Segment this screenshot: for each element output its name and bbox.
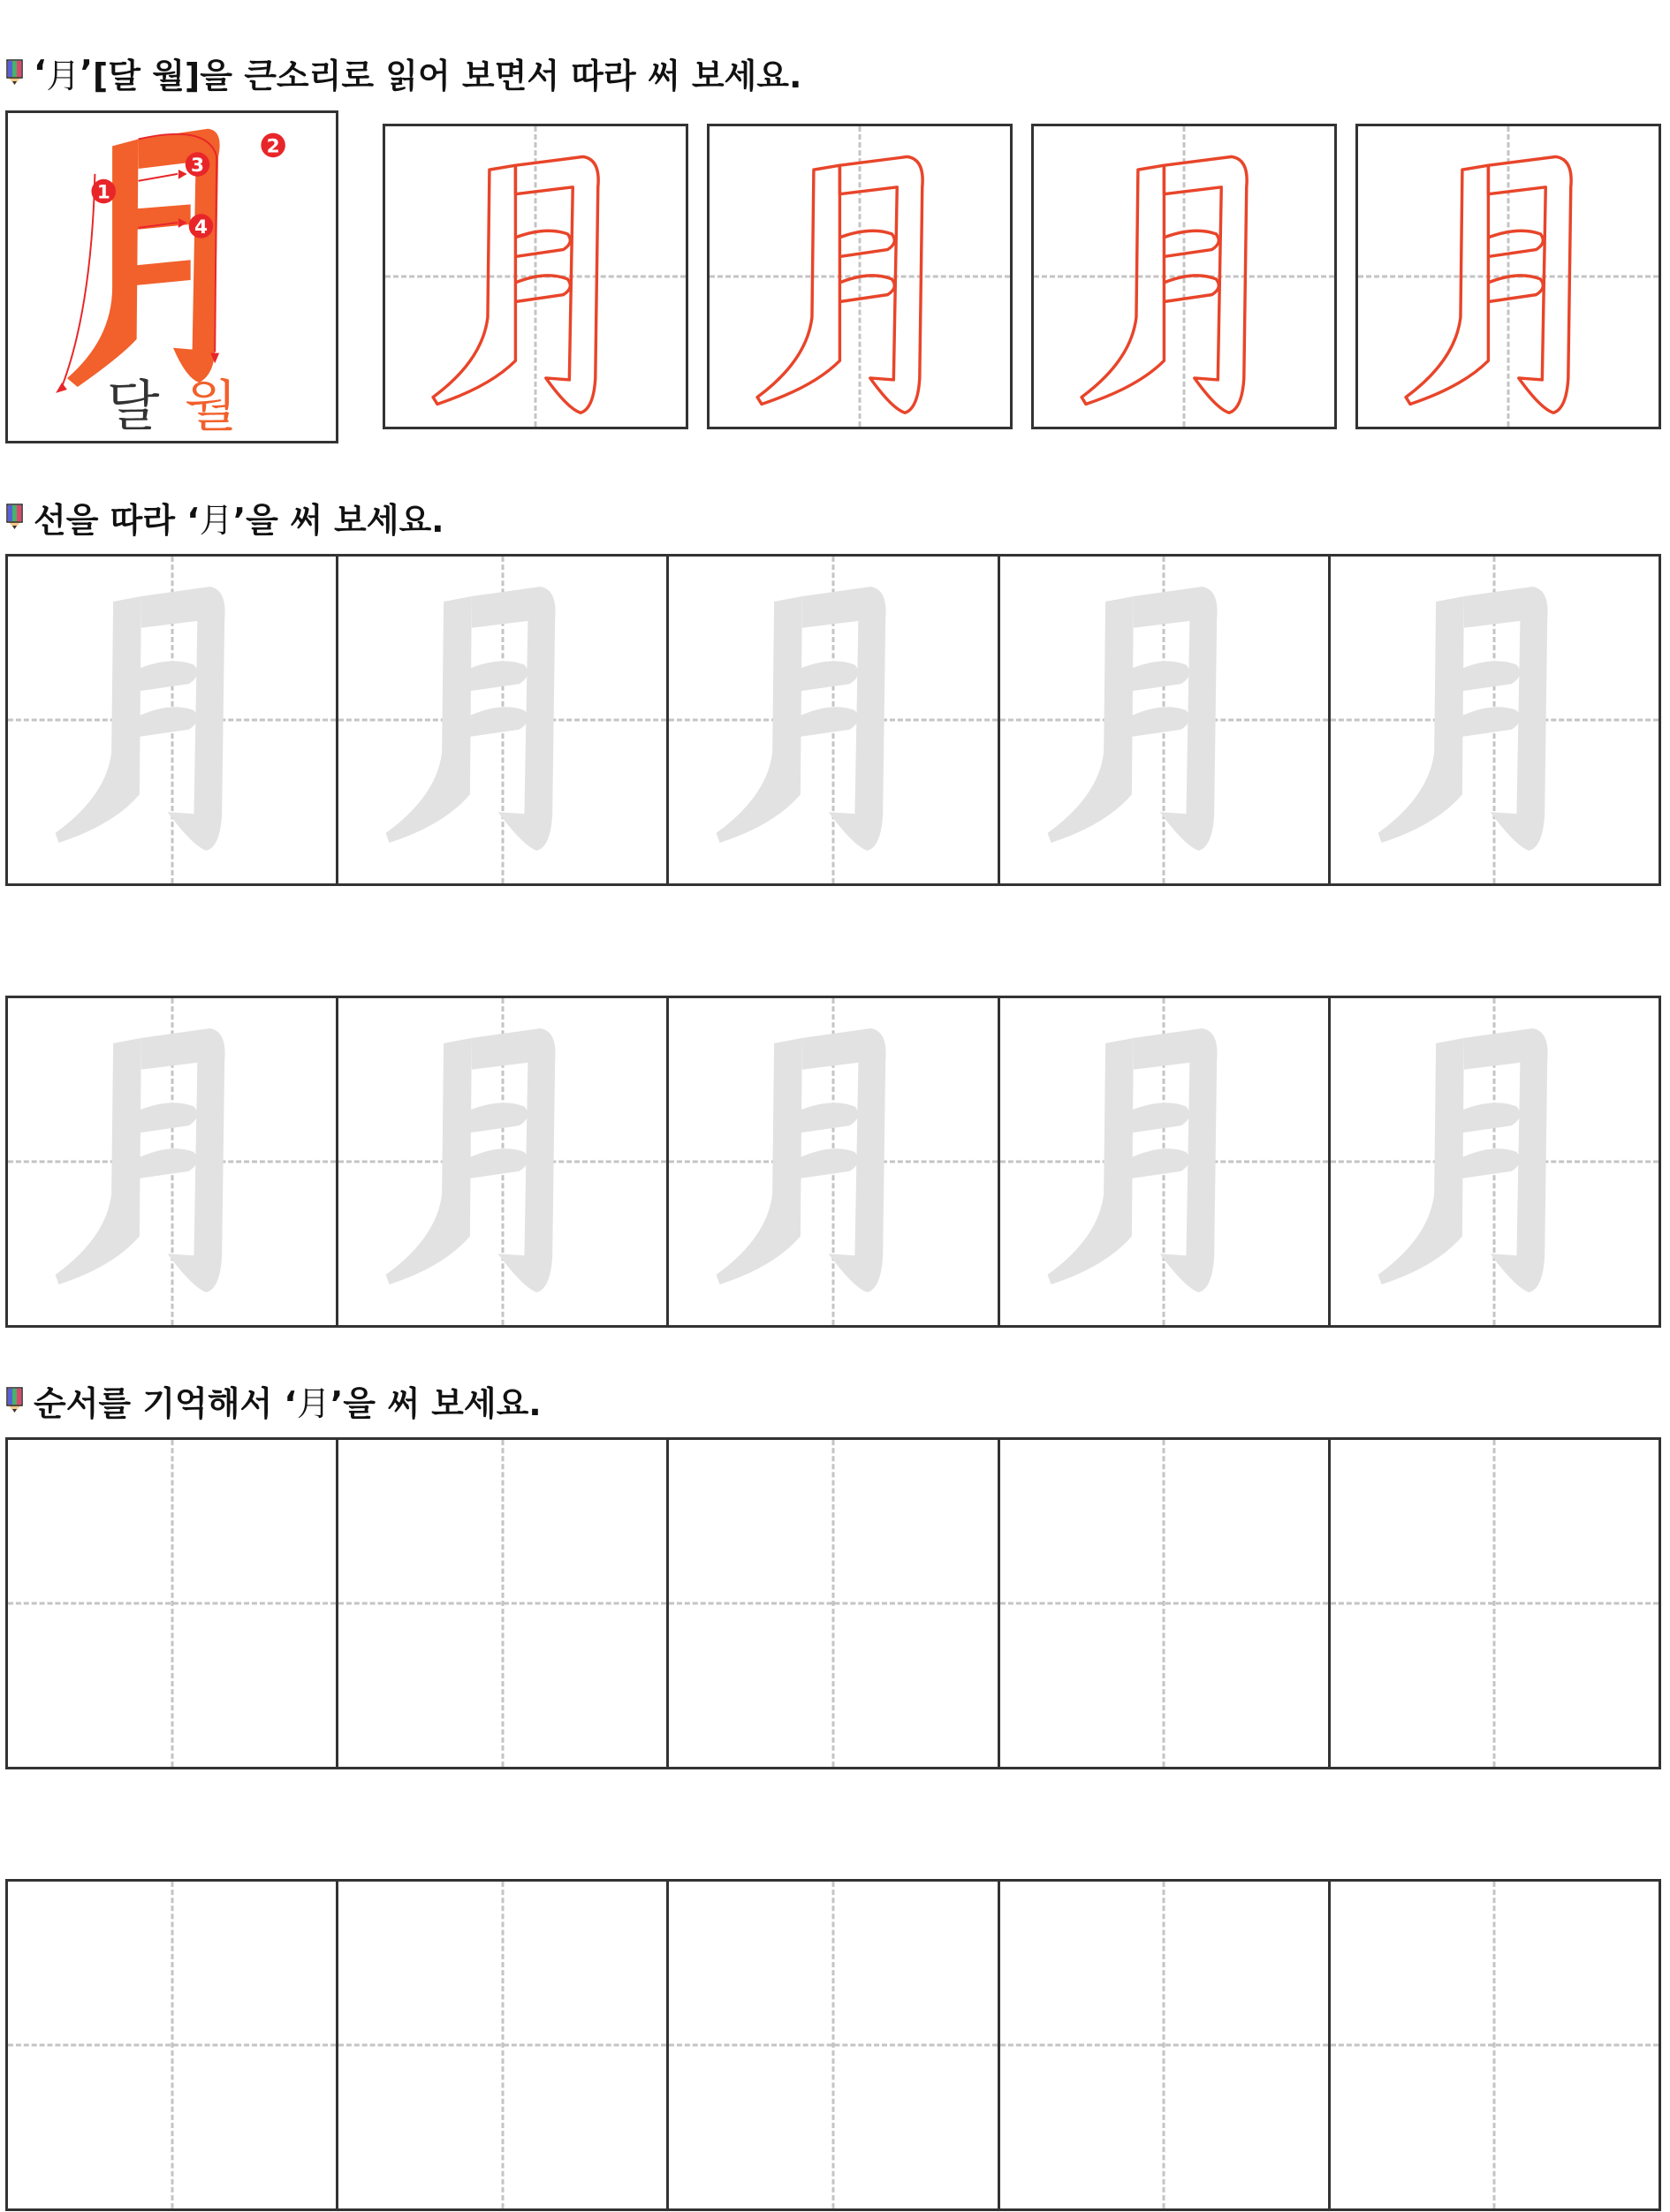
practice-box[interactable]: [1331, 1440, 1661, 1767]
practice-box[interactable]: [8, 1882, 338, 2208]
hanja-char: 月: [296, 1383, 330, 1423]
pencil-icon: [5, 1387, 25, 1413]
trace-box[interactable]: [1331, 557, 1661, 883]
trace-glyph: [8, 998, 336, 1325]
trace-box[interactable]: [1000, 998, 1331, 1325]
trace-box[interactable]: [338, 557, 669, 883]
pencil-icon: [5, 504, 25, 530]
practice-box[interactable]: [1331, 1882, 1661, 2208]
practice-box[interactable]: [8, 1440, 338, 1767]
instruction-2: [5, 493, 444, 541]
outline-box[interactable]: [383, 124, 688, 429]
instruction-text: [달 월]을 큰소리로 읽어 보면서 따라 써 보세요.: [92, 56, 802, 95]
outline-glyph: [710, 126, 1010, 427]
pencil-icon: [5, 59, 25, 86]
trace-glyph: [1000, 998, 1328, 1325]
hanja-char: 月: [46, 56, 80, 95]
practice-box[interactable]: [669, 1882, 999, 2208]
trace-box[interactable]: [669, 557, 999, 883]
trace-glyph: [8, 557, 336, 883]
trace-box[interactable]: [1000, 557, 1331, 883]
trace-glyph: [338, 998, 666, 1325]
instruction-1: [5, 49, 801, 96]
outline-box[interactable]: [1031, 124, 1337, 429]
sound-text: 월: [184, 374, 238, 438]
trace-row: [5, 996, 1661, 1328]
trace-glyph: [1000, 557, 1328, 883]
trace-box[interactable]: [338, 998, 669, 1325]
stroke-number-1: 1: [96, 181, 110, 204]
outline-glyph: [1034, 126, 1334, 427]
practice-box[interactable]: [338, 1882, 669, 2208]
trace-box[interactable]: [8, 557, 338, 883]
practice-row: [5, 1879, 1661, 2211]
trace-box[interactable]: [669, 998, 999, 1325]
trace-glyph: [338, 557, 666, 883]
open-quote: ‘: [34, 53, 47, 92]
instruction-prefix: 순서를 기억해서 ‘: [34, 1383, 297, 1423]
reading: [8, 362, 336, 441]
practice-box[interactable]: [1000, 1440, 1331, 1767]
instruction-suffix: ’을 써 보세요.: [232, 500, 444, 540]
stroke-number-4: 4: [194, 216, 208, 239]
outline-glyph: [1358, 126, 1659, 427]
instruction-3: [5, 1376, 542, 1424]
close-quote: ’: [80, 53, 93, 92]
outline-glyph: [385, 126, 686, 427]
model-card: [5, 110, 338, 443]
practice-box[interactable]: [338, 1440, 669, 1767]
stroke-number-3: 3: [191, 154, 205, 177]
outline-box[interactable]: [1355, 124, 1661, 429]
meaning-text: 달: [106, 374, 160, 438]
instruction-prefix: 선을 따라 ‘: [34, 500, 200, 540]
trace-box[interactable]: [1331, 998, 1661, 1325]
stroke-number-2: 2: [266, 135, 280, 158]
trace-glyph: [1331, 557, 1659, 883]
hanja-char: 月: [199, 500, 233, 540]
practice-row: [5, 1437, 1661, 1769]
trace-glyph: [669, 557, 997, 883]
trace-glyph: [1331, 998, 1659, 1325]
practice-box[interactable]: [1000, 1882, 1331, 2208]
trace-row: [5, 554, 1661, 886]
outline-box[interactable]: [707, 124, 1013, 429]
trace-box[interactable]: [8, 998, 338, 1325]
instruction-suffix: ’을 써 보세요.: [330, 1383, 542, 1423]
practice-box[interactable]: [669, 1440, 999, 1767]
trace-glyph: [669, 998, 997, 1325]
